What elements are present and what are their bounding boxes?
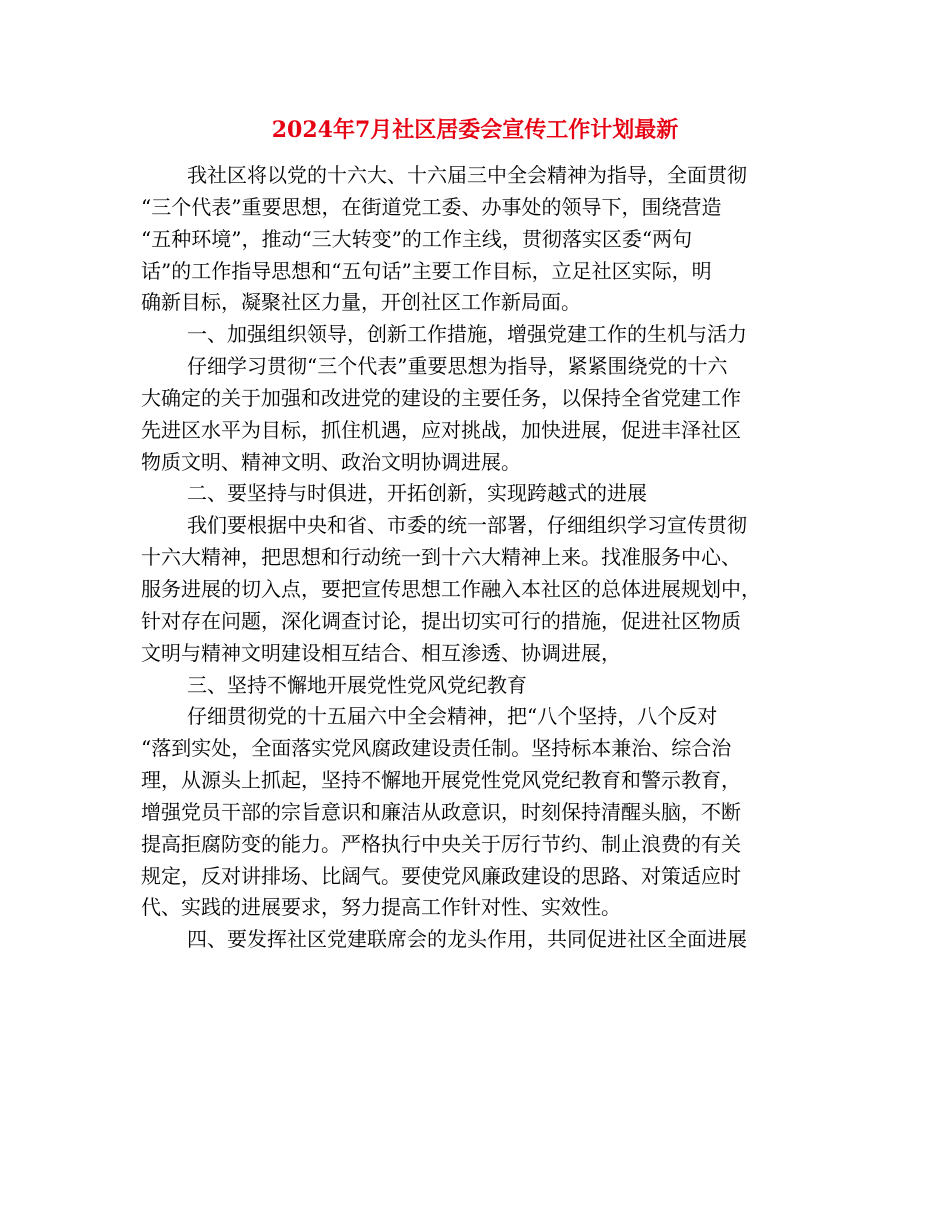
paragraph-line: 话”的工作指导思想和“五句话”主要工作目标，立足社区实际，明: [141, 258, 712, 283]
paragraph-line: 增强党员干部的宗旨意识和廉洁从政意识，时刻保持清醒头脑，不断: [141, 799, 741, 824]
document-title: 2024年7月社区居委会宣传工作计划最新: [271, 117, 679, 143]
paragraph-line: 先进区水平为目标，抓住机遇，应对挑战，加快进展，促进丰泽社区: [141, 417, 741, 442]
paragraph-line: 规定，反对讲排场、比阔气。要使党风廉政建设的思路、对策适应时: [141, 863, 741, 888]
paragraph-line: “五种环境”，推动“三大转变”的工作主线，贯彻落实区委“两句: [141, 226, 693, 251]
paragraph-line: 针对存在问题，深化调查讨论，提出切实可行的措施，促进社区物质: [141, 608, 741, 633]
paragraph-line: 仔细贯彻党的十五届六中全会精神，把“八个坚持，八个反对: [187, 704, 718, 729]
paragraph-line: 理，从源头上抓起，坚持不懈地开展党性党风党纪教育和警示教育，: [141, 768, 741, 793]
document-body: [141, 160, 811, 956]
paragraph-line: 我们要根据中央和省、市委的统一部署，仔细组织学习宣传贯彻: [187, 513, 747, 538]
paragraph-line: 仔细学习贯彻“三个代表”重要思想为指导，紧紧围绕党的十六: [187, 354, 728, 379]
section-heading: 三、坚持不懈地开展党性党风党纪教育: [187, 672, 527, 697]
paragraph-line: 物质文明、精神文明、政治文明协调进展。: [141, 449, 521, 474]
section-heading: 一、加强组织领导，创新工作措施，增强党建工作的生机与活力: [187, 322, 747, 347]
paragraph-line: 服务进展的切入点，要把宣传思想工作融入本社区的总体进展规划中，: [141, 576, 761, 601]
paragraph-line: “三个代表”重要思想，在街道党工委、办事处的领导下，围绕营造: [141, 194, 722, 219]
paragraph-line: “落到实处，全面落实党风腐政建设责任制。坚持标本兼治、综合治: [141, 736, 732, 761]
paragraph-line: 提高拒腐防变的能力。严格执行中央关于厉行节约、制止浪费的有关: [141, 831, 741, 856]
paragraph-line: 代、实践的进展要求，努力提高工作针对性、实效性。: [141, 895, 621, 920]
paragraph-line: 我社区将以党的十六大、十六届三中全会精神为指导，全面贯彻: [187, 163, 747, 187]
section-heading: 二、要坚持与时俱进，开拓创新，实现跨越式的进展: [187, 481, 647, 506]
paragraph-line: 大确定的关于加强和改进党的建设的主要任务，以保持全省党建工作: [141, 385, 741, 410]
section-heading: 四、要发挥社区党建联席会的龙头作用，共同促进社区全面进展: [187, 927, 747, 952]
paragraph-line: 文明与精神文明建设相互结合、相互渗透、协调进展，: [141, 640, 621, 665]
paragraph-line: 十六大精神，把思想和行动统一到十六大精神上来。找准服务中心、: [141, 545, 741, 570]
paragraph-line: 确新目标，凝聚社区力量，开创社区工作新局面。: [141, 290, 581, 315]
